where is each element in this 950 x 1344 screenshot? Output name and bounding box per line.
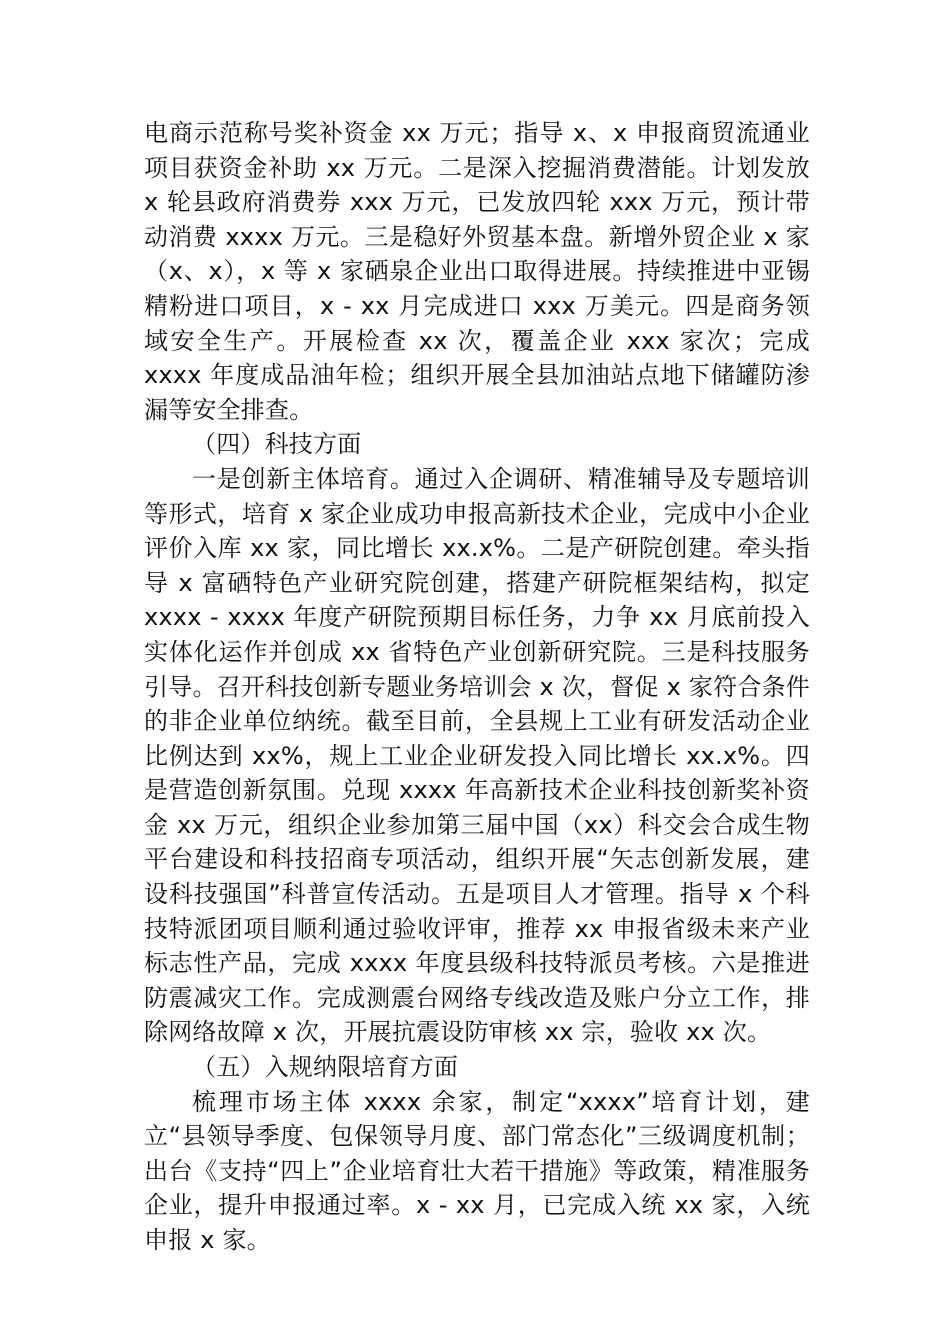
paragraph-technology: 一是创新主体培育。通过入企调研、精准辅导及专题培训等形式，培育 x 家企业成功申报高新技术企业，完成中小企业评价入库 xx 家，同比增长 xx.x%。二是产研院创建。牵头指导 x 富硒特色产业研究院创建，搭建产研院框架结构，拟定 xxxx - xxxx 年度产研院预期目标任务，力争 xx 月底前投入实体化运作并创成 xx 省特色产业创新研究院。三是科技服务引导。召开科技创新专题业务培训会 x 次，督促 x 家符合条件的非企业单位纳统。截至目前，全县规上工业有研发活动企业比例达到 xx%，规上工业企业研发投入同比增长 xx.x%。四是营造创新氛围。兑现 xxxx 年高新技术企业科技创新奖补资金 xx 万元，组织企业参加第三届中国（xx）科交会合成生物平台建设和科技招商专项活动，组织开展“矢志创新发展，建设科技强国”科普宣传活动。五是项目人才管理。指导 x 个科技特派团项目顺利通过验收评审，推荐 xx 申报省级未来产业标志性产品，完成 xxxx 年度县级科技特派员考核。六是推进防震减灾工作。完成测震台网络专线改造及账户分立工作，排除网络故障 x 次，开展抗震设防审核 xx 宗，验收 xx 次。 [144, 464, 810, 1047]
paragraph-commerce-continuation: 电商示范称号奖补资金 xx 万元；指导 x、x 申报商贸流通业项目获资金补助 xx 万元。二是深入挖掘消费潜能。计划发放 x 轮县政府消费券 xxx 万元，已发放四轮 xxx 万元，预计带动消费 xxxx 万元。三是稳好外贸基本盘。新增外贸企业 x 家（x、x），x 等 x 家硒泉企业出口取得进展。持续推进中亚锡精粉进口项目，x - xx 月完成进口 xxx 万美元。四是商务领域安全生产。开展检查 xx 次，覆盖企业 xxx 家次；完成 xxxx 年度成品油年检；组织开展全县加油站点地下储罐防渗漏等安全排查。 [144, 119, 810, 424]
document-page [144, 116, 810, 1258]
section-heading-technology: （四）科技方面 [192, 430, 362, 459]
section-heading-enterprise-cultivation: （五）入规纳限培育方面 [192, 1053, 459, 1082]
paragraph-enterprise-cultivation: 梳理市场主体 xxxx 余家，制定“xxxx”培育计划，建立“县领导季度、包保领导月度、部门常态化”三级调度机制；出台《支持“四上”企业培育壮大若干措施》等政策，精准服务企业，提升申报通过率。x - xx 月，已完成入统 xx 家，入统申报 x 家。 [144, 1087, 810, 1254]
